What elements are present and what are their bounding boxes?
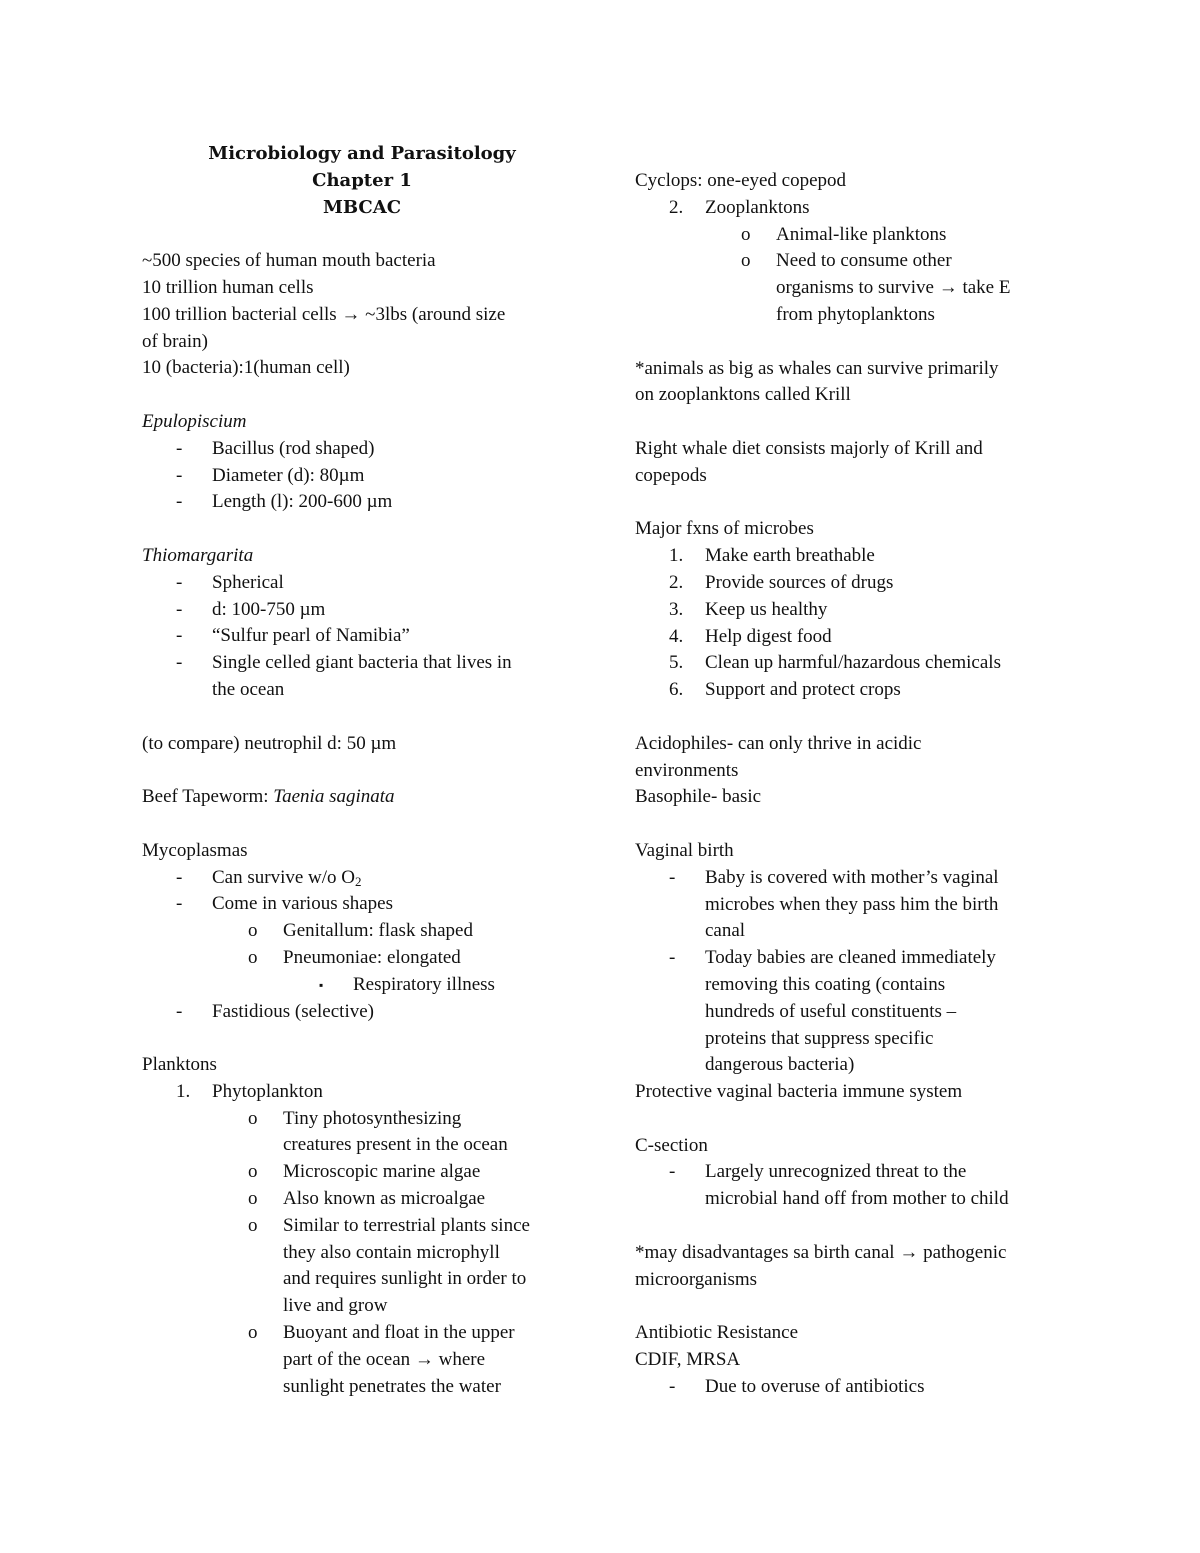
right-whale-line: copepods	[635, 464, 707, 486]
sub-list-item: o Buoyant and float in the upper	[248, 1322, 515, 1344]
birth-canal-note: *may disadvantages sa birth canal → pathogenic	[635, 1241, 1007, 1263]
sub-list-item-continued: they also contain microphyll	[283, 1241, 500, 1263]
list-item-continued: canal	[705, 920, 746, 942]
list-item: - Can survive w/o $O_2$	[176, 866, 362, 889]
numbered-item: 6. Support and protect crops	[669, 679, 901, 701]
whales-note: on zooplanktons called Krill	[635, 384, 851, 406]
acidophiles-line: environments	[635, 759, 739, 781]
numbered-item: 1. Phytoplankton	[176, 1080, 323, 1102]
numbered-item: 1. Make earth breathable	[669, 545, 875, 567]
whales-note: *animals as big as whales can survive primarily	[635, 357, 999, 379]
mycoplasmas-heading: Mycoplasmas	[142, 839, 248, 861]
antibiotic-examples: CDIF, MRSA	[635, 1349, 741, 1371]
epulopiscium-heading: Epulopiscium	[142, 410, 247, 432]
acidophiles-line: Acidophiles- can only thrive in acidic	[635, 732, 922, 754]
sub-list-item: o Similar to terrestrial plants since	[248, 1214, 530, 1236]
list-item: - Baby is covered with mother’s vaginal	[669, 866, 999, 888]
planktons-heading: Planktons	[142, 1054, 217, 1076]
list-item-continued: dangerous bacteria)	[705, 1054, 855, 1076]
chapter-heading: Chapter 1	[312, 169, 412, 191]
right-column	[635, 168, 1075, 1401]
sub-list-item-continued: part of the ocean → where	[283, 1348, 486, 1370]
sub-list-item: o Need to consume other	[741, 250, 952, 272]
list-item: - Bacillus (rod shaped)	[176, 437, 375, 459]
sub-list-item: o Tiny photosynthesizing	[248, 1107, 462, 1129]
sub-list-item-continued: live and grow	[283, 1295, 388, 1317]
basophile-line: Basophile- basic	[635, 786, 762, 808]
intro-line: ~500 species of human mouth bacteria	[142, 250, 436, 272]
right-whale-line: Right whale diet consists majorly of Krill and	[635, 437, 983, 459]
list-item: - Single celled giant bacteria that lives in	[176, 652, 512, 674]
list-item: - Today babies are cleaned immediately	[669, 947, 996, 969]
sub-list-item-continued: from phytoplanktons	[776, 303, 935, 325]
sub-sub-list-item: ▪ Respiratory illness	[319, 973, 495, 995]
list-item-continued: removing this coating (contains	[705, 973, 946, 995]
list-item: - Come in various shapes	[176, 893, 394, 915]
list-item: - d: 100-750 µm	[176, 598, 326, 620]
intro-line: of brain)	[142, 330, 208, 352]
sub-list-item-continued: and requires sunlight in order to	[283, 1268, 527, 1290]
list-item: - “Sulfur pearl of Namibia”	[176, 625, 410, 647]
intro-line: 10 trillion human cells	[142, 276, 314, 298]
fxns-heading: Major fxns of microbes	[635, 518, 814, 540]
numbered-item: 4. Help digest food	[669, 625, 832, 647]
left-column	[142, 141, 582, 1400]
tapeworm-line: Beef Tapeworm: Taenia saginata	[142, 786, 395, 808]
list-item: - Largely unrecognized threat to the	[669, 1161, 967, 1183]
list-item-continued: proteins that suppress specific	[705, 1027, 934, 1049]
list-item-continued: microbes when they pass him the birth	[705, 893, 999, 915]
protective-bacteria-line: Protective vaginal bacteria immune system	[635, 1081, 963, 1103]
sub-list-item: o Also known as microalgae	[248, 1188, 486, 1210]
list-item: - Spherical	[176, 571, 284, 593]
sub-list-item: o Animal-like planktons	[741, 223, 947, 245]
numbered-item: 2. Provide sources of drugs	[669, 571, 894, 593]
list-item: - Fastidious (selective)	[176, 1000, 374, 1022]
sub-list-item-continued: sunlight penetrates the water	[283, 1375, 501, 1397]
course-code: MBCAC	[322, 196, 402, 218]
thiomargarita-heading: Thiomargarita	[142, 544, 254, 566]
vaginal-birth-heading: Vaginal birth	[635, 839, 734, 861]
sub-list-item: o Microscopic marine algae	[248, 1161, 481, 1183]
csection-heading: C-section	[635, 1134, 708, 1156]
list-item: - Due to overuse of antibiotics	[669, 1375, 925, 1397]
sub-list-item-continued: organisms to survive → take E	[776, 277, 1011, 299]
numbered-item: 5. Clean up harmful/hazardous chemicals	[669, 652, 1001, 674]
sub-list-item: o Genitallum: flask shaped	[248, 920, 473, 942]
sub-list-item: o Pneumoniae: elongated	[248, 946, 461, 968]
document-title: Microbiology and Parasitology	[208, 143, 516, 164]
list-item-continued: hundreds of useful constituents –	[705, 1000, 957, 1022]
list-item: - Length (l): 200-600 µm	[176, 491, 393, 513]
list-item-continued: microbial hand off from mother to child	[705, 1188, 1009, 1210]
numbered-item: 2. Zooplanktons	[669, 196, 810, 218]
intro-line: 100 trillion bacterial cells → ~3lbs (around size	[142, 303, 506, 325]
list-item: - Diameter (d): 80µm	[176, 464, 365, 486]
numbered-item: 3. Keep us healthy	[669, 598, 828, 620]
sub-list-item-continued: creatures present in the ocean	[283, 1134, 508, 1156]
antibiotic-heading: Antibiotic Resistance	[635, 1322, 799, 1344]
cyclops-line: Cyclops: one-eyed copepod	[635, 170, 847, 191]
neutrophil-line: (to compare) neutrophil d: 50 µm	[142, 732, 397, 754]
intro-line: 10 (bacteria):1(human cell)	[142, 357, 350, 379]
list-item-continued: the ocean	[212, 678, 285, 700]
birth-canal-note: microorganisms	[635, 1268, 758, 1290]
